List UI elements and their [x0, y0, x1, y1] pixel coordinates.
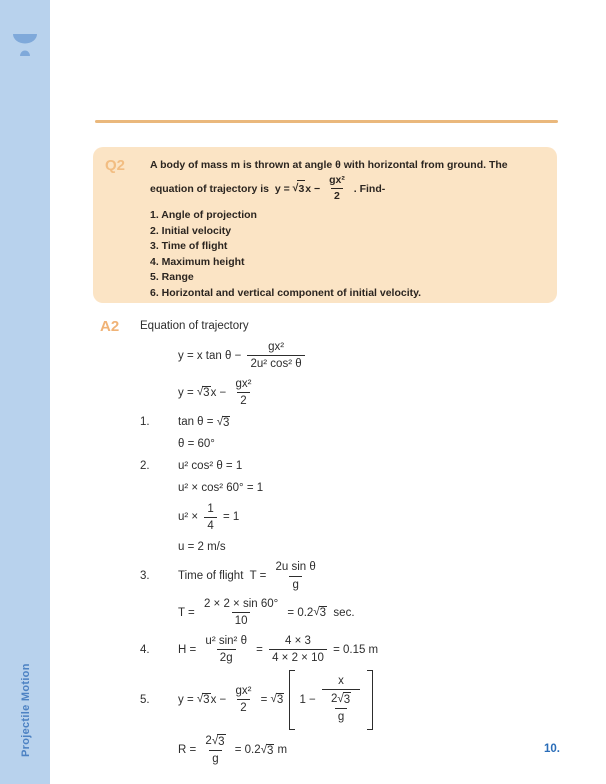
section-divider	[95, 120, 558, 123]
equation-row	[140, 339, 570, 373]
equation-row	[140, 435, 570, 454]
funnel-logo-icon	[11, 32, 39, 58]
equation-row	[140, 596, 570, 630]
equation-number: 1.	[140, 416, 150, 428]
answer-content	[140, 318, 570, 767]
question-item: 1. Angle of projection	[150, 209, 257, 221]
equation-row	[140, 413, 570, 432]
question-item: 2. Initial velocity	[150, 224, 232, 237]
equation-number: 5.	[140, 693, 150, 706]
equation-row	[140, 559, 570, 593]
equation-number: 4.	[140, 643, 150, 656]
equation-math: u = 2 m/s	[178, 540, 226, 553]
answer-title: Equation of trajectory	[140, 320, 249, 332]
question-item: 4. Maximum height	[150, 255, 245, 268]
equation-math: y = x tan θ − $\frac{\text{gx²}}{\text{2u² cos² θ}}$	[178, 339, 308, 373]
page-number: 10.	[544, 743, 560, 755]
equation-row	[140, 537, 570, 556]
equation-row	[140, 457, 570, 476]
question-item: 3. Time of flight	[150, 240, 228, 252]
equation-math: u² × cos² 60° = 1	[178, 482, 264, 494]
equation-row	[140, 670, 570, 730]
equation-number: 2.	[140, 460, 150, 472]
equation-math: θ = 60°	[178, 438, 215, 450]
equation-row	[140, 733, 570, 768]
equation-math: R = 2 √ 3 g = 0.2 √ 3 m	[178, 733, 287, 768]
sidebar	[0, 0, 50, 784]
equation-math: u² × $\frac{1}{4}$ = 1	[178, 501, 239, 535]
equation-math: Time of flight T = $\frac{\text{2u sin θ}}{g}$	[178, 559, 322, 593]
question-item: 6. Horizontal and vertical component of initial velocity.	[150, 286, 422, 299]
question-text	[150, 157, 545, 299]
equation-number: 3.	[140, 570, 150, 583]
equation-row	[140, 501, 570, 535]
equation-math: u² cos² θ = 1	[178, 460, 243, 472]
equation-math: y = √ 3 x − $\frac{\text{gx²}}{2}$ = √ 3 1 − x 2 √ 3 g	[178, 670, 375, 730]
equation-row	[140, 633, 570, 667]
equation-math: H = $\frac{\text{u² sin² θ}}{2g}$ = $\frac{4 \times 3}{4 \times 2 \times 10}$ = 0.15 m	[178, 633, 378, 667]
question-item: 5. Range	[150, 271, 194, 283]
equation-math: y = √ 3 x − $\frac{\text{gx²}}{2}$	[178, 376, 257, 410]
question-label: Q2	[105, 157, 126, 174]
question-box	[93, 147, 557, 303]
question-item-list	[150, 208, 545, 301]
question-line-2: equation of trajectory is y = √ 3 x − $\frac{\text{gx²}}{2}$ . Find-	[150, 174, 385, 203]
answer-block	[100, 318, 570, 770]
equation-math: T = $\frac{2 \times 2 \times \sin 60^\circ}{10}$ = 0.2 √ 3 sec.	[178, 596, 355, 630]
question-line-1: A body of mass m is thrown at angle θ with horizontal from ground. The	[150, 159, 508, 171]
answer-label: A2	[100, 318, 120, 335]
equation-row	[140, 376, 570, 410]
equation-math: tan θ = √ 3	[178, 415, 230, 429]
chapter-title-vertical: Projectile Motion	[20, 663, 32, 757]
equation-row	[140, 479, 570, 498]
